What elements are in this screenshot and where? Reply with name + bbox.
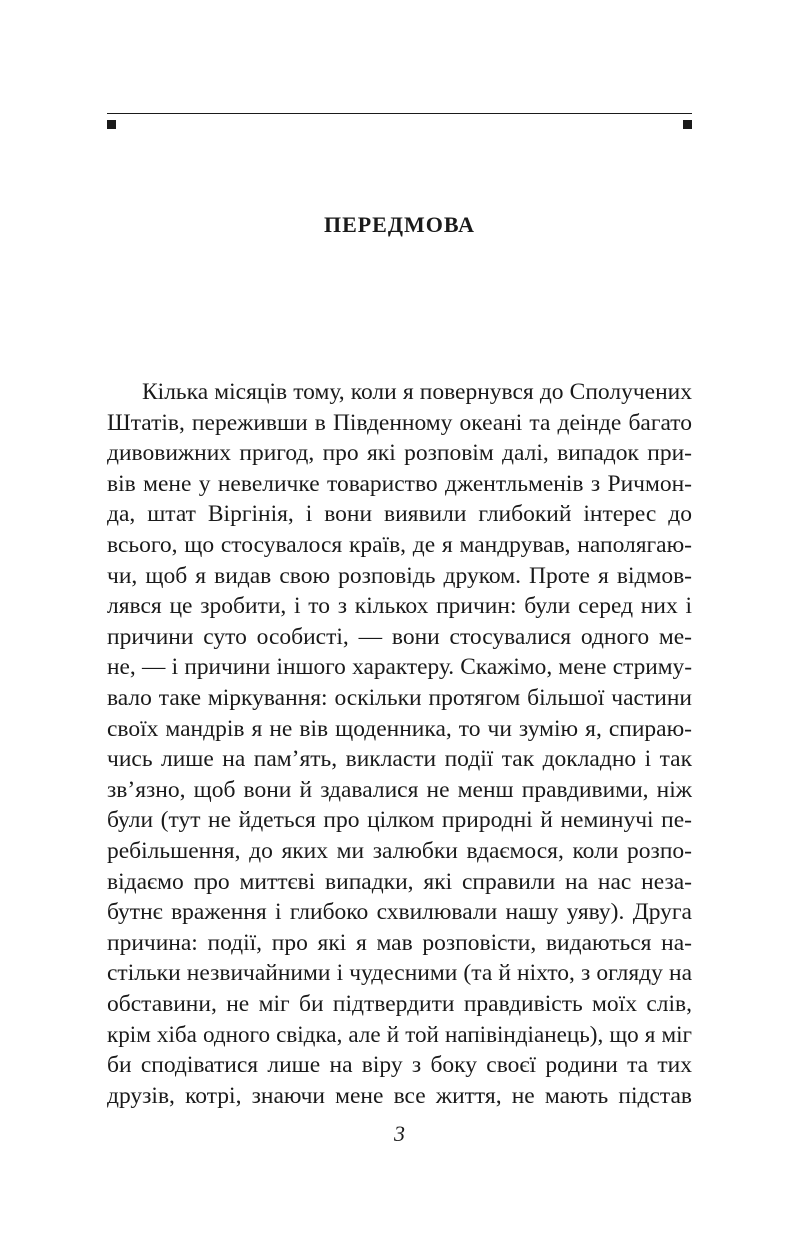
text-line: відаємо про миттєві випадки, які справили на нас неза- [107, 868, 692, 895]
text-line: бутнє враження і глибоко схвилювали нашу уяву). Друга [107, 899, 692, 926]
header-rule [107, 113, 692, 114]
text-line: вало таке міркування: оскільки протягом більшої частини [107, 684, 692, 711]
text-line: Штатів, переживши в Південному океані та деінде багато [107, 409, 692, 436]
text-line: обставини, не міг би підтвердити правдивість моїх слів, [107, 990, 692, 1017]
header-corner-mark-right [683, 120, 692, 129]
text-line: причини суто особисті, — вони стосувалися одного ме- [107, 623, 692, 650]
text-line: лявся це зробити, і то з кількох причин: були серед них і [107, 593, 692, 620]
text-line: чись лише на пам’ять, викласти події так докладно і так [107, 746, 692, 773]
text-line: зв’язно, щоб вони й здавалися не менш правдивими, ніж [107, 776, 692, 803]
text-line: Кілька місяців тому, коли я повернувся до Сполучених [142, 379, 692, 405]
text-line: були (тут не йдеться про цілком природні й неминучі пе- [107, 807, 692, 834]
text-line: всього, що стосувалося країв, де я мандрував, наполягаю- [107, 531, 692, 558]
text-line: ребільшення, до яких ми залюбки вдаємося, коли розпо- [107, 837, 692, 864]
text-line: своїх мандрів я не вів щоденника, то чи зумію я, спираю- [107, 715, 692, 742]
text-line: би сподіватися лише на віру з боку своєї родини та тих [107, 1052, 692, 1079]
header-corner-mark-left [107, 120, 116, 129]
text-line: дивовижних пригод, про які розповім далі, випадок при- [107, 440, 692, 467]
text-line: чи, щоб я видав свою розповідь друком. Проте я відмов- [107, 562, 692, 589]
text-line: крім хіба одного свідка, але й той напівіндіанець), що я міг [107, 1021, 692, 1048]
page-title: ПЕРЕДМОВА [323, 212, 476, 237]
page-number: 3 [394, 1121, 405, 1146]
body-paragraph [107, 377, 692, 1111]
text-line: причина: події, про які я мав розповісти, видаються на- [107, 929, 692, 956]
text-line: стільки незвичайними і чудесними (та й ніхто, з огляду на [107, 960, 692, 987]
text-line: не, — і причини іншого характеру. Скажімо, мене стриму- [107, 654, 692, 681]
text-line: вів мене у невеличке товариство джентльменів з Ричмон- [107, 470, 692, 497]
text-line: да, штат Віргінія, і вони виявили глибокий інтерес до [107, 501, 692, 528]
text-line: друзів, котрі, знаючи мене все життя, не мають підстав [107, 1082, 692, 1109]
